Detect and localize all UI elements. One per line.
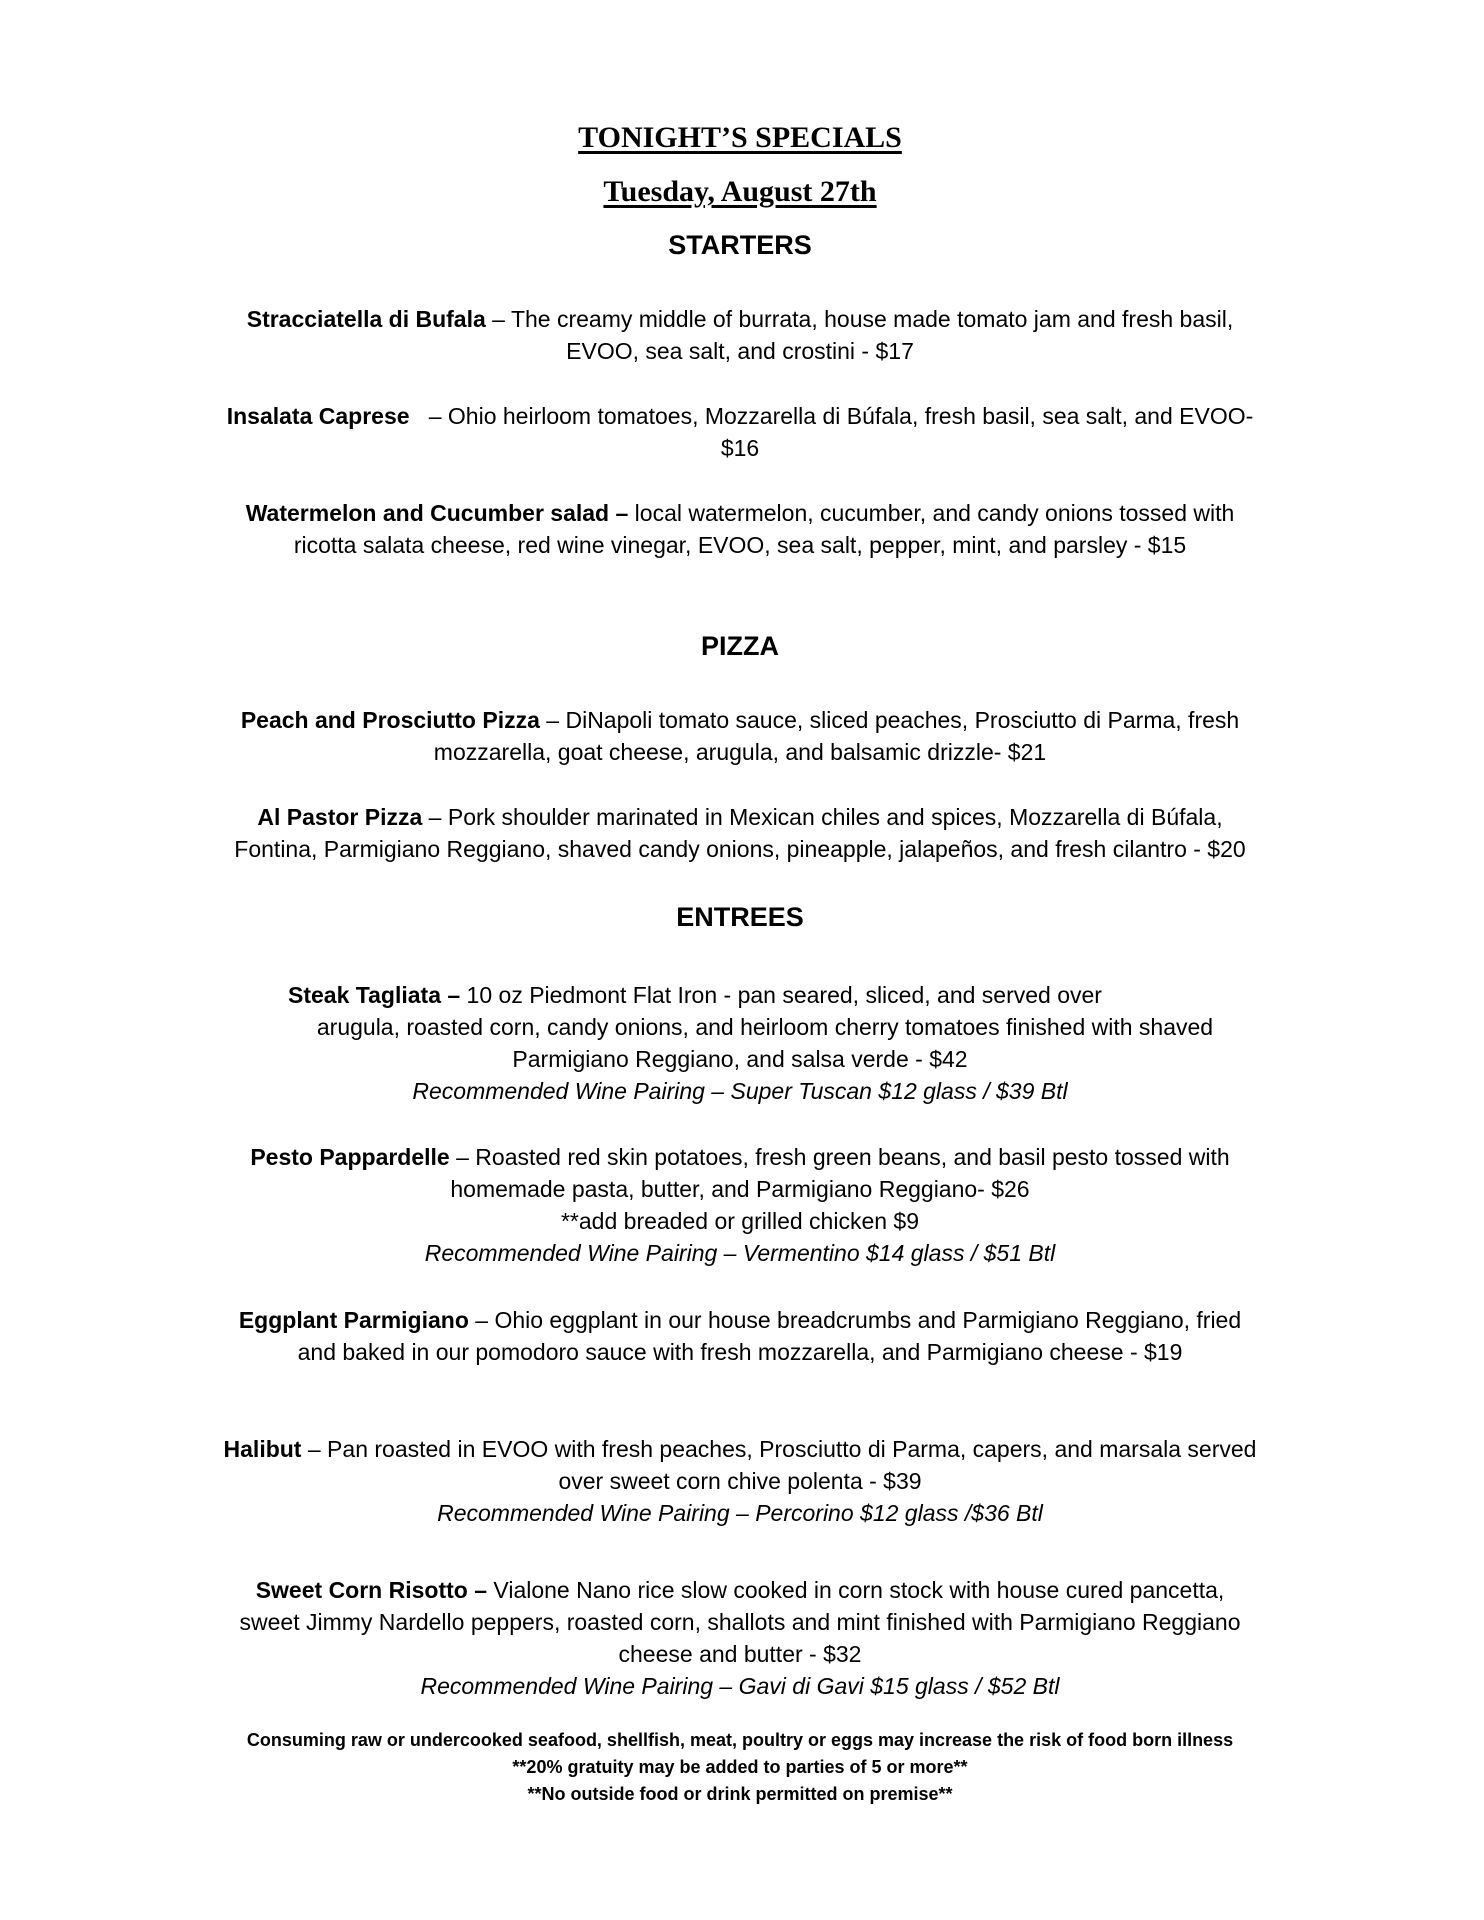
- menu-item-line: [150, 1141, 1330, 1173]
- menu-item-name: Eggplant Parmigiano: [238, 1307, 469, 1333]
- menu-item-name: Pesto Pappardelle: [250, 1144, 450, 1170]
- menu-item-description: $16: [720, 435, 760, 461]
- menu-item-name: Halibut: [223, 1436, 302, 1462]
- menu-item-name: Peach and Prosciutto Pizza: [240, 707, 540, 733]
- menu-item-description: and baked in our pomodoro sauce with fresh mozzarella, and Parmigiano cheese - $19: [297, 1339, 1183, 1365]
- menu-item-al-pastor-pizza: [150, 801, 1330, 865]
- menu-item-name: Al Pastor Pizza: [257, 804, 423, 830]
- menu-item-name: Stracciatella di Bufala: [246, 306, 486, 332]
- menu-item-name: Sweet Corn Risotto –: [255, 1577, 488, 1603]
- menu-item-name: Watermelon and Cucumber salad –: [245, 500, 629, 526]
- menu-item-line: [150, 704, 1330, 736]
- menu-item-description: arugula, roasted corn, candy onions, and heirloom cherry tomatoes finished with shaved: [316, 1014, 1214, 1040]
- menu-item-description: – Pork shoulder marinated in Mexican chiles and spices, Mozzarella di Búfala,: [422, 804, 1223, 830]
- menu-item-description: cheese and butter - $32: [618, 1641, 862, 1667]
- menu-item-description: Parmigiano Reggiano, and salsa verde - $42: [512, 1046, 968, 1072]
- menu-item-line: [150, 303, 1330, 335]
- wine-pairing: Recommended Wine Pairing – Gavi di Gavi $15 glass / $52 Btl: [420, 1673, 1060, 1699]
- menu-item-description: ricotta salata cheese, red wine vinegar, EVOO, sea salt, pepper, mint, and parsley - $15: [293, 532, 1187, 558]
- menu-item-stracciatella: [150, 303, 1330, 367]
- menu-item-description: sweet Jimmy Nardello peppers, roasted corn, shallots and mint finished with Parmigiano Reggiano: [239, 1609, 1241, 1635]
- menu-item-description: Vialone Nano rice slow cooked in corn stock with house cured pancetta,: [487, 1577, 1225, 1603]
- menu-item-description: – Roasted red skin potatoes, fresh green beans, and basil pesto tossed with: [449, 1144, 1230, 1170]
- menu-item-insalata-caprese: [150, 400, 1330, 464]
- gratuity-notice: **20% gratuity may be added to parties of 5 or more**: [512, 1757, 968, 1777]
- menu-item-line: [150, 497, 1330, 529]
- section-heading-entrees: ENTREES: [676, 902, 804, 932]
- menu-item-line: [150, 1304, 1330, 1336]
- section-heading-pizza: PIZZA: [701, 631, 779, 661]
- outside-food-notice: **No outside food or drink permitted on premise**: [527, 1784, 953, 1804]
- wine-pairing: Recommended Wine Pairing – Super Tuscan $12 glass / $39 Btl: [412, 1078, 1068, 1104]
- menu-item-description: homemade pasta, butter, and Parmigiano Reggiano- $26: [450, 1176, 1030, 1202]
- wine-pairing: Recommended Wine Pairing – Vermentino $14 glass / $51 Btl: [424, 1240, 1056, 1266]
- menu-item-description: – Pan roasted in EVOO with fresh peaches, Prosciutto di Parma, capers, and marsala served: [301, 1436, 1257, 1462]
- menu-item-watermelon-salad: [150, 497, 1330, 561]
- menu-item-line: [150, 1574, 1330, 1606]
- menu-item-halibut: [150, 1433, 1330, 1529]
- page-date: Tuesday, August 27th: [603, 175, 877, 208]
- menu-item-description: local watermelon, cucumber, and candy onions tossed with: [628, 500, 1235, 526]
- menu-item-line: [150, 979, 1330, 1011]
- menu-item-sweet-corn-risotto: [150, 1574, 1330, 1702]
- menu-item-pesto-pappardelle: [150, 1141, 1330, 1269]
- menu-item-description: mozzarella, goat cheese, arugula, and balsamic drizzle- $21: [433, 739, 1047, 765]
- page-title: TONIGHT’S SPECIALS: [578, 121, 902, 154]
- menu-item-line: [150, 801, 1330, 833]
- wine-pairing: Recommended Wine Pairing – Percorino $12 glass /$36 Btl: [437, 1500, 1043, 1526]
- menu-item-eggplant-parmigiano: [150, 1304, 1330, 1368]
- menu-item-name: Steak Tagliata –: [288, 982, 461, 1008]
- menu-item-description: – The creamy middle of burrata, house made tomato jam and fresh basil,: [485, 306, 1234, 332]
- menu-item-line: [150, 400, 1330, 432]
- menu-item-description: over sweet corn chive polenta - $39: [558, 1468, 922, 1494]
- food-safety-disclaimer: Consuming raw or undercooked seafood, shellfish, meat, poultry or eggs may increase the risk of food born illness: [246, 1730, 1234, 1750]
- footer-notice: [150, 1727, 1330, 1808]
- menu-item-peach-prosciutto-pizza: [150, 704, 1330, 768]
- menu-item-steak-tagliata: [150, 979, 1330, 1107]
- menu-item-line: [150, 1433, 1330, 1465]
- menu-item-description: – DiNapoli tomato sauce, sliced peaches, Prosciutto di Parma, fresh: [539, 707, 1240, 733]
- menu-item-description: EVOO, sea salt, and crostini - $17: [566, 338, 914, 364]
- menu-item-addon: **add breaded or grilled chicken $9: [560, 1208, 920, 1234]
- section-heading-starters: STARTERS: [668, 230, 812, 260]
- menu-item-description: – Ohio heirloom tomatoes, Mozzarella di Búfala, fresh basil, sea salt, and EVOO-: [409, 403, 1254, 429]
- menu-item-description: 10 oz Piedmont Flat Iron - pan seared, sliced, and served over: [460, 982, 1102, 1008]
- menu-item-description: – Ohio eggplant in our house breadcrumbs and Parmigiano Reggiano, fried: [468, 1307, 1242, 1333]
- menu-item-description: Fontina, Parmigiano Reggiano, shaved candy onions, pineapple, jalapeños, and fresh cilantro - $20: [234, 836, 1246, 862]
- menu-item-name: Insalata Caprese: [226, 403, 410, 429]
